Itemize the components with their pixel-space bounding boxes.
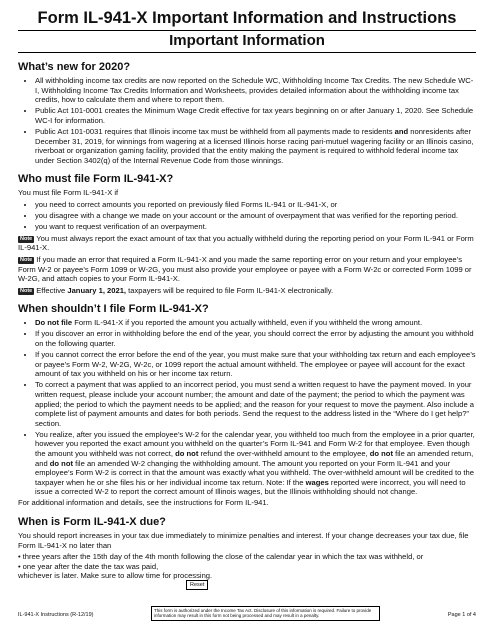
note-paragraph xyxy=(18,286,476,296)
section-heading-whats-new: What’s new for 2020? xyxy=(18,61,131,73)
note-icon: Note xyxy=(20,287,33,294)
note-text: You must always report the exact amount of tax that you actually withheld during the reporting period on your Form IL-941 or Form IL-941-X. xyxy=(18,233,474,253)
paragraph: whichever is later. Make sure to allow time for processing. xyxy=(18,571,213,581)
note-paragraph xyxy=(18,255,476,284)
bold-text: Do not file xyxy=(35,318,73,328)
note-text: If you made an error that required a Form IL-941-X and you made the same reporting error on your return and your employee’s Form W-2 or payee’s Form 1099 or W-2G, you must also provide your employee or payee with a Form W-2c or corrected Form 1099 or W-2G, and attach copies to your Form IL-941-X. xyxy=(18,254,472,284)
page-title: Form IL-941-X Important Information and Instructions xyxy=(37,9,457,27)
list-item xyxy=(35,430,476,497)
list-item-text: You realize, after you issued the employee’s W-2 for the calendar year, you withheld too much from the employee in a prior quarter, however you reported the exact amount you withheld on the quarter’s Form IL-941 and Form W-2 for that employee. Even though the amount you withheld was not correct, xyxy=(35,429,475,458)
subtitle-rule xyxy=(18,52,476,53)
reset-button[interactable]: Reset xyxy=(186,580,208,590)
list-item: • Public Act 101-0001 creates the Minimum Wage Credit effective for tax years beginning on or after January 1, 2020. See Schedule WC-I for information. xyxy=(35,106,476,125)
list-item: • If you cannot correct the error before the end of the year, you must make sure that your withholding tax return and each employee’s or payee’s Form W-2, W-2G, W-2c, or 1099 report the actual amount withheld. The employee or payee will account for the exact amount of tax you withheld on his or her income tax return. xyxy=(35,350,476,379)
page-footer xyxy=(18,606,476,626)
title-rule xyxy=(18,30,476,31)
form-id: IL-941-X Instructions (R-12/19) xyxy=(18,612,94,618)
due-list xyxy=(18,552,476,571)
bold-text: do not xyxy=(175,449,199,458)
list-item: • To correct a payment that was applied to an incorrect period, you must send a written request to have the payment moved. In your written request, please include your account number; the amount and date of the payment; the period to which the payment was applied; the period to which the payment needs to be applied; and the reason for your request to move the payment. Also include a complete list of payment amounts and dates for both periods. Send the request to the address listed in the “Where do I get help?” section. xyxy=(35,380,476,428)
paragraph: For additional information and details, see the instructions for Form IL-941. xyxy=(18,498,269,508)
list-item: • you disagree with a change we made on your account or the amount of overpayment that was verified for the reporting period. xyxy=(35,211,476,221)
list-item: • you need to correct amounts you reported on previously filed Forms IL-941 or IL-941-X, or xyxy=(35,200,476,210)
section-when-shouldnt xyxy=(18,318,476,508)
list-item: • All withholding income tax credits are now reported on the Schedule WC, Withholding Income Tax Credits. The new Schedule WC-I, Withholding Income Tax Credits Information and Worksheets, provides detailed information about the withholding income tax credits, how to calculate them and where to report them. xyxy=(35,76,476,105)
bold-text: wages xyxy=(305,477,329,487)
note-text: Effective xyxy=(36,285,66,295)
list-item: • one year after the date the tax was paid, xyxy=(18,562,476,572)
disclosure-box: This form is authorized under the Income Tax Act. Disclosure of this information is required. Failure to provide information may result in this form not being processed and may result in a penalty. xyxy=(151,606,380,621)
document-page xyxy=(18,0,476,583)
paragraph: You should report increases in your tax due immediately to minimize penalties and interest. If your change decreases your tax due, file Form IL-941-X no later than xyxy=(18,531,469,550)
list-item: • three years after the 15th day of the 4th month following the close of the calendar year in which the tax was withheld, or xyxy=(18,552,476,562)
bold-text: do not xyxy=(49,458,73,468)
section-when-due xyxy=(18,531,476,581)
list-item: • you want to request verification of an overpayment. xyxy=(35,222,476,232)
section-heading-when-shouldnt: When shouldn’t I file Form IL-941-X? xyxy=(18,303,209,316)
list-item: • Public Act 101-0031 requires that Illinois income tax must be withheld from all payments made to residents and nonresidents after December 31, 2019, for winnings from wagering at a licensed Illinois horse racing pari-mutuel wagering facility or an Illinois casino, riverboat or organization gaming facility, provided that the entity making the payment is required to withhold federal income tax under Section 3402(q) of the Internal Revenue Code from those winnings. xyxy=(35,127,476,165)
list-item-text: reported were incorrect, you will need to issue a corrected W-2 to report the correct amount of Illinois wages, but the Illinois withholding should not change. xyxy=(35,477,466,497)
bold-text: January 1, 2021, xyxy=(67,285,127,295)
note-text: taxpayers will be required to file Form IL-941-X electronically. xyxy=(128,285,334,295)
section-heading-when-due: When is Form IL-941-X due? xyxy=(18,516,166,529)
note-icon: Note xyxy=(20,256,33,263)
section-who-must-file xyxy=(18,188,476,295)
note-icon: Note xyxy=(20,235,33,242)
note-paragraph xyxy=(18,234,476,253)
list-item-text: Form IL-941-X if you reported the amount you actually withheld, even if you withheld the wrong amount. xyxy=(74,318,423,328)
bold-text: and xyxy=(394,126,409,136)
page-subtitle: Important Information xyxy=(169,32,325,49)
list-item-text: file an amended return, and xyxy=(35,449,474,468)
list-item: • If you discover an error in withholding before the end of the year, you should correct the error by adjusting the amount you withhold on the following quarter. xyxy=(35,329,476,348)
page-number: Page 1 of 4 xyxy=(447,612,476,618)
bold-text: do not xyxy=(369,449,393,458)
paragraph: You must file Form IL-941-X if xyxy=(18,188,119,198)
section-heading-who-must-file: Who must file Form IL-941-X? xyxy=(18,173,174,186)
list-item-text: refund the over-withheld amount to the employee, xyxy=(200,449,368,458)
list-item-text: file an amended W-2 changing the withholding amount. The amount you reported on your Form IL-941 and your employee’s Form W-2 is correct in that the amount was exactly what you withheld. The over-withheld amount will be credited to the taxpayer when he or she files his or her individual income tax return. Note: If the xyxy=(35,458,474,487)
list-item xyxy=(35,318,476,328)
section-whats-new xyxy=(18,76,476,165)
